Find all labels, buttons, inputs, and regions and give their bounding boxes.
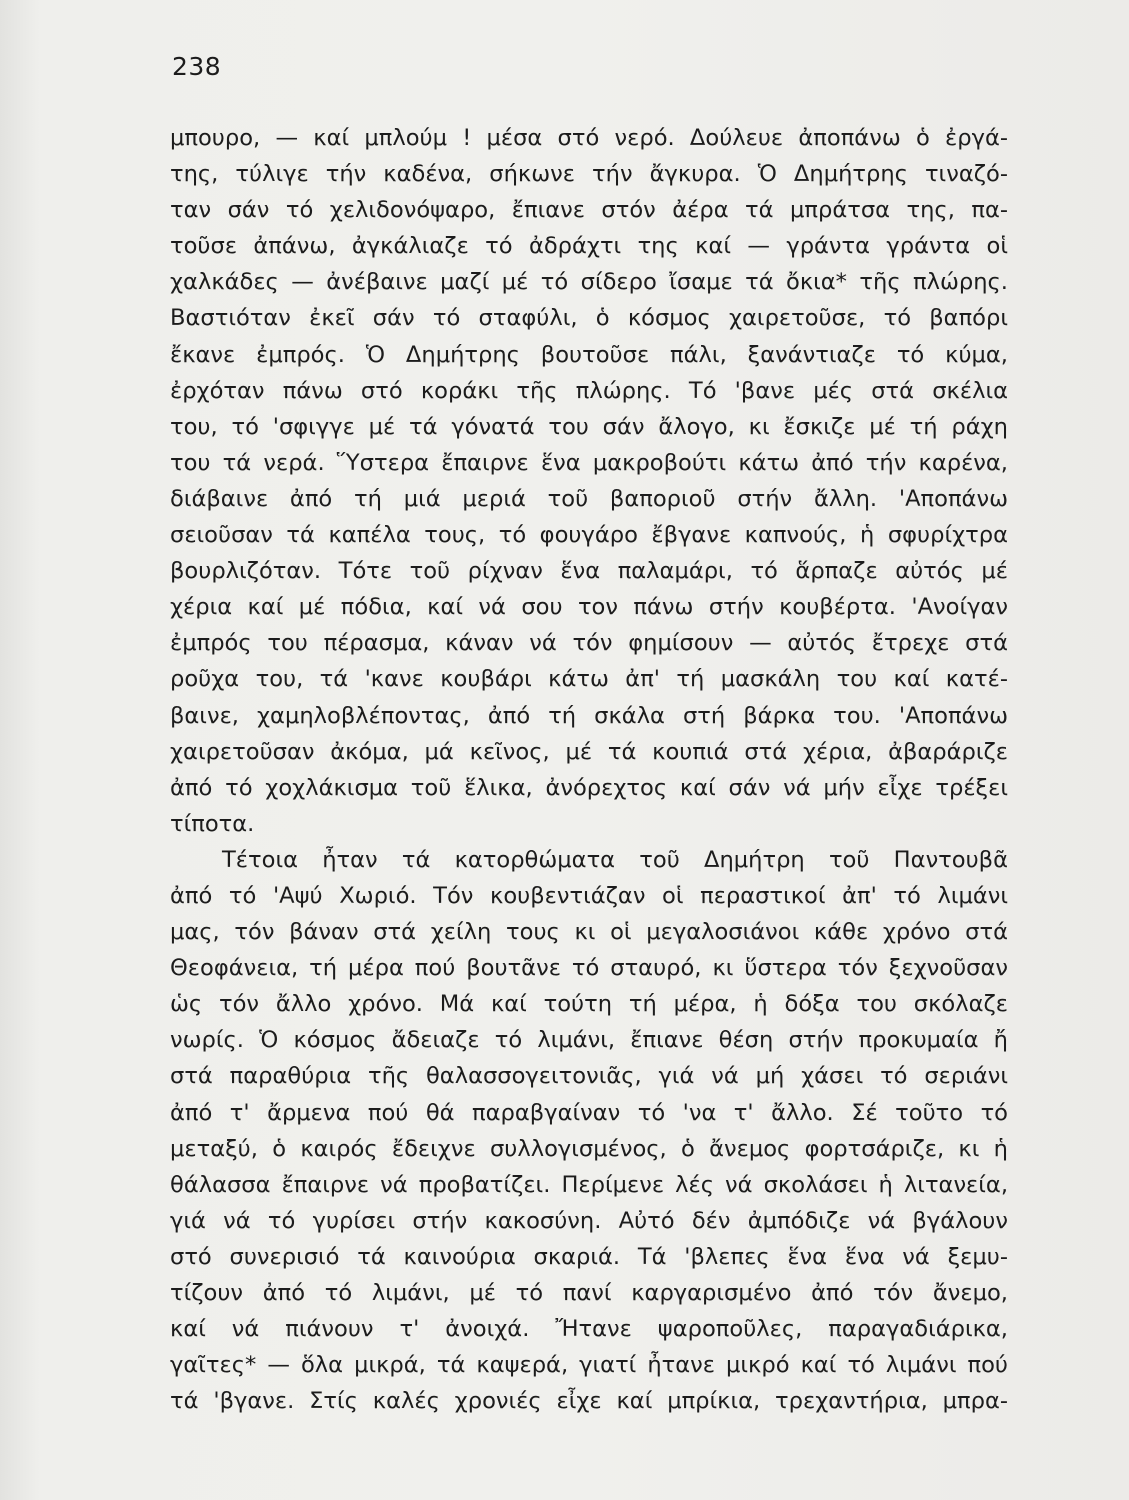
text-line: τά 'βγανε. Στίς καλές χρονιές εἶχε καί μπρίκια, τρεχαντήρια, μπρα- <box>170 1388 1008 1415</box>
text-line: μας, τόν βάναν στά χείλη τους κι οἱ μεγαλοσιάνοι κάθε χρόνο στά <box>170 919 1008 946</box>
text-line: βουρλιζόταν. Τότε τοῦ ρίχναν ἕνα παλαμάρι, τό ἅρπαζε αὐτός μέ <box>170 558 1008 585</box>
page-number: 238 <box>172 52 222 81</box>
text-line: στά παραθύρια τῆς θαλασσογειτονιᾶς, γιά νά μή χάσει τό σεριάνι <box>170 1063 1008 1090</box>
text-line: Τέτοια ἦταν τά κατορθώματα τοῦ Δημήτρη τοῦ Παντουβᾶ <box>222 846 1008 873</box>
text-line: σειοῦσαν τά καπέλα τους, τό φουγάρο ἔβγανε καπνούς, ἡ σφυρίχτρα <box>170 522 1008 549</box>
text-line: του τά νερά. Ὕστερα ἔπαιρνε ἕνα μακροβούτι κάτω ἀπό τήν καρένα, <box>170 449 1008 476</box>
text-line: ταν σάν τό χελιδονόψαρο, ἔπιανε στόν ἀέρα τά μπράτσα της, πα- <box>170 197 1008 224</box>
text-line: του, τό 'σφιγγε μέ τά γόνατά του σάν ἄλογο, κι ἔσκιζε μέ τή ράχη <box>170 413 1008 440</box>
paragraph-1 <box>170 120 1008 842</box>
text-line: ἀπό τ' ἄρμενα πού θά παραβγαίναν τό 'να τ' ἄλλο. Σέ τοῦτο τό <box>170 1099 1008 1126</box>
text-line: καί νά πιάνουν τ' ἀνοιχά. Ἤτανε ψαροποῦλες, παραγαδιάρικα, <box>170 1316 1008 1343</box>
paragraph-2 <box>170 842 1008 1420</box>
text-line: στό συνερισιό τά καινούρια σκαριά. Τά 'βλεπες ἕνα ἕνα νά ξεμυ- <box>170 1243 1008 1270</box>
text-line: χαιρετοῦσαν ἀκόμα, μά κεῖνος, μέ τά κουπιά στά χέρια, ἀβαράριζε <box>170 738 1008 765</box>
text-line: θάλασσα ἔπαιρνε νά προβατίζει. Περίμενε λές νά σκολάσει ἡ λιτανεία, <box>170 1171 1008 1198</box>
text-line: Θεοφάνεια, τή μέρα πού βουτᾶνε τό σταυρό, κι ὕστερα τόν ξεχνοῦσαν <box>170 955 1008 982</box>
text-line: νωρίς. Ὁ κόσμος ἄδειαζε τό λιμάνι, ἔπιανε θέση στήν προκυμαία ἤ <box>170 1027 1008 1054</box>
text-line: ροῦχα του, τά 'κανε κουβάρι κάτω ἀπ' τή μασκάλη του καί κατέ- <box>170 666 1008 693</box>
text-line: τίζουν ἀπό τό λιμάνι, μέ τό πανί καργαρισμένο ἀπό τόν ἄνεμο, <box>170 1280 1008 1306</box>
text-line: τίποτα. <box>170 810 255 837</box>
text-line: μεταξύ, ὁ καιρός ἔδειχνε συλλογισμένος, ὁ ἄνεμος φορτσάριζε, κι ἡ <box>170 1135 1008 1162</box>
text-line: ὡς τόν ἄλλο χρόνο. Μά καί τούτη τή μέρα, ἡ δόξα του σκόλαζε <box>170 991 1008 1018</box>
text-line: της, τύλιγε τήν καδένα, σήκωνε τήν ἄγκυρα. Ὁ Δημήτρης τιναζό- <box>170 161 1008 188</box>
text-line: γαῖτες* — ὅλα μικρά, τά καψερά, γιατί ἦτανε μικρό καί τό λιμάνι πού <box>170 1352 1008 1379</box>
text-line: χαλκάδες — ἀνέβαινε μαζί μέ τό σίδερο ἴσαμε τά ὄκια* τῆς πλώρης. <box>170 269 1008 296</box>
text-line: ἀπό τό χοχλάκισμα τοῦ ἕλικα, ἀνόρεχτος καί σάν νά μήν εἶχε τρέξει <box>170 774 1008 801</box>
text-line: βαινε, χαμηλοβλέποντας, ἀπό τή σκάλα στή βάρκα του. 'Αποπάνω <box>170 702 1008 729</box>
text-line: διάβαινε ἀπό τή μιά μεριά τοῦ βαποριοῦ στήν ἄλλη. 'Αποπάνω <box>170 485 1008 512</box>
text-line: ἐρχόταν πάνω στό κοράκι τῆς πλώρης. Τό 'βανε μές στά σκέλια <box>170 377 1008 404</box>
text-line: Βαστιόταν ἐκεῖ σάν τό σταφύλι, ὁ κόσμος χαιρετοῦσε, τό βαπόρι <box>170 305 1008 332</box>
text-line: μπουρο, — καί μπλούμ ! μέσα στό νερό. Δούλευε ἀποπάνω ὁ ἐργά- <box>170 125 1008 151</box>
body-text <box>170 120 1008 1419</box>
text-line: ἀπό τό 'Αψύ Χωριό. Τόν κουβεντιάζαν οἱ περαστικοί ἀπ' τό λιμάνι <box>170 882 1008 909</box>
text-line: γιά νά τό γυρίσει στήν κακοσύνη. Αὐτό δέν ἀμπόδιζε νά βγάλουν <box>170 1207 1008 1234</box>
text-line: τοῦσε ἀπάνω, ἀγκάλιαζε τό ἀδράχτι της καί — γράντα γράντα οἱ <box>170 233 1008 260</box>
text-line: ἔκανε ἐμπρός. Ὁ Δημήτρης βουτοῦσε πάλι, ξανάντιαζε τό κύμα, <box>170 341 1008 368</box>
text-line: χέρια καί μέ πόδια, καί νά σου τον πάνω στήν κουβέρτα. 'Ανοίγαν <box>170 594 1008 621</box>
text-line: ἐμπρός του πέρασμα, κάναν νά τόν φημίσουν — αὐτός ἔτρεχε στά <box>170 630 1008 657</box>
